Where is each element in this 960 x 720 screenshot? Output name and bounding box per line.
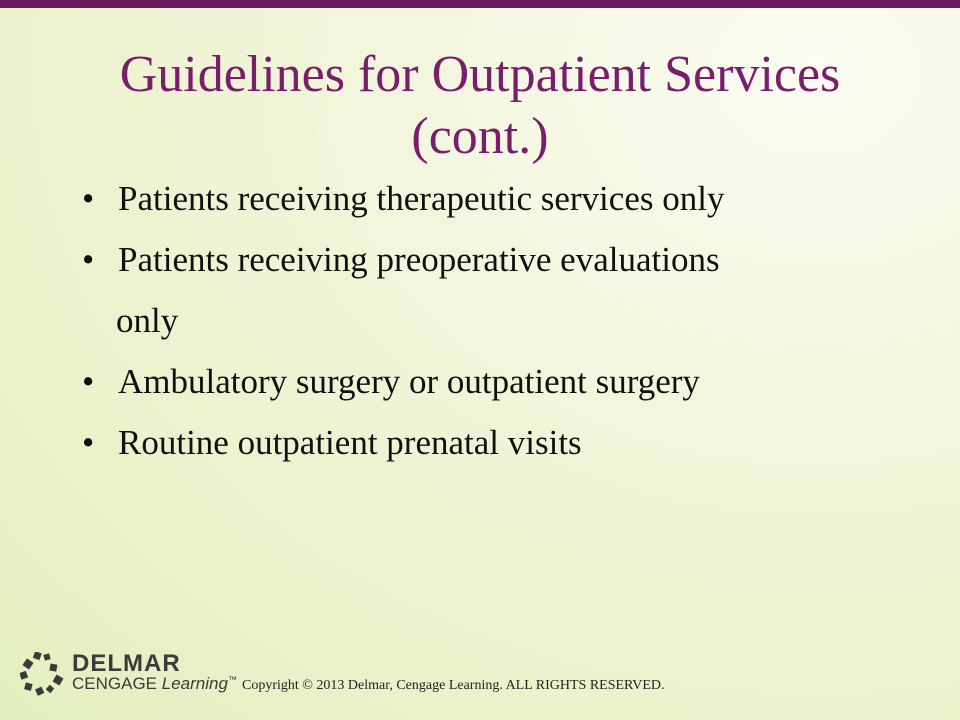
bullet-text: Routine outpatient prenatal visits bbox=[118, 423, 582, 462]
bullet-continuation bbox=[82, 290, 922, 351]
bullet-text: Patients receiving therapeutic services only bbox=[118, 179, 725, 218]
logo-word-learning: Learning bbox=[161, 674, 228, 693]
bullet-text: Ambulatory surgery or outpatient surgery bbox=[118, 362, 700, 401]
logo-trademark: ™ bbox=[227, 674, 237, 685]
copyright-notice: Copyright © 2013 Delmar, Cengage Learning. ALL RIGHTS RESERVED. bbox=[242, 678, 665, 693]
bullet-dot: • bbox=[82, 423, 95, 462]
bullet-dot: • bbox=[82, 362, 95, 401]
title-line-2: (cont.) bbox=[411, 108, 549, 165]
bullet-dot: • bbox=[82, 240, 95, 279]
bullet-list bbox=[82, 168, 922, 473]
delmar-cengage-logo bbox=[20, 650, 235, 698]
logo-word-cengage: CENGAGE bbox=[72, 674, 158, 693]
slide-title bbox=[0, 44, 960, 168]
bullet-dot: • bbox=[82, 179, 95, 218]
bullet-item bbox=[82, 168, 922, 229]
bullet-text: only bbox=[116, 301, 179, 340]
logo-brand-top: DELMAR bbox=[72, 650, 181, 677]
bullet-item bbox=[82, 229, 922, 290]
bullet-item bbox=[82, 351, 922, 412]
logo-brand-bottom bbox=[72, 674, 237, 694]
bullet-text: Patients receiving preoperative evaluations bbox=[118, 240, 720, 279]
title-line-1: Guidelines for Outpatient Services bbox=[119, 46, 841, 103]
cengage-logo-icon bbox=[20, 652, 64, 696]
bullet-item bbox=[82, 412, 922, 473]
top-accent-bar bbox=[0, 0, 960, 8]
